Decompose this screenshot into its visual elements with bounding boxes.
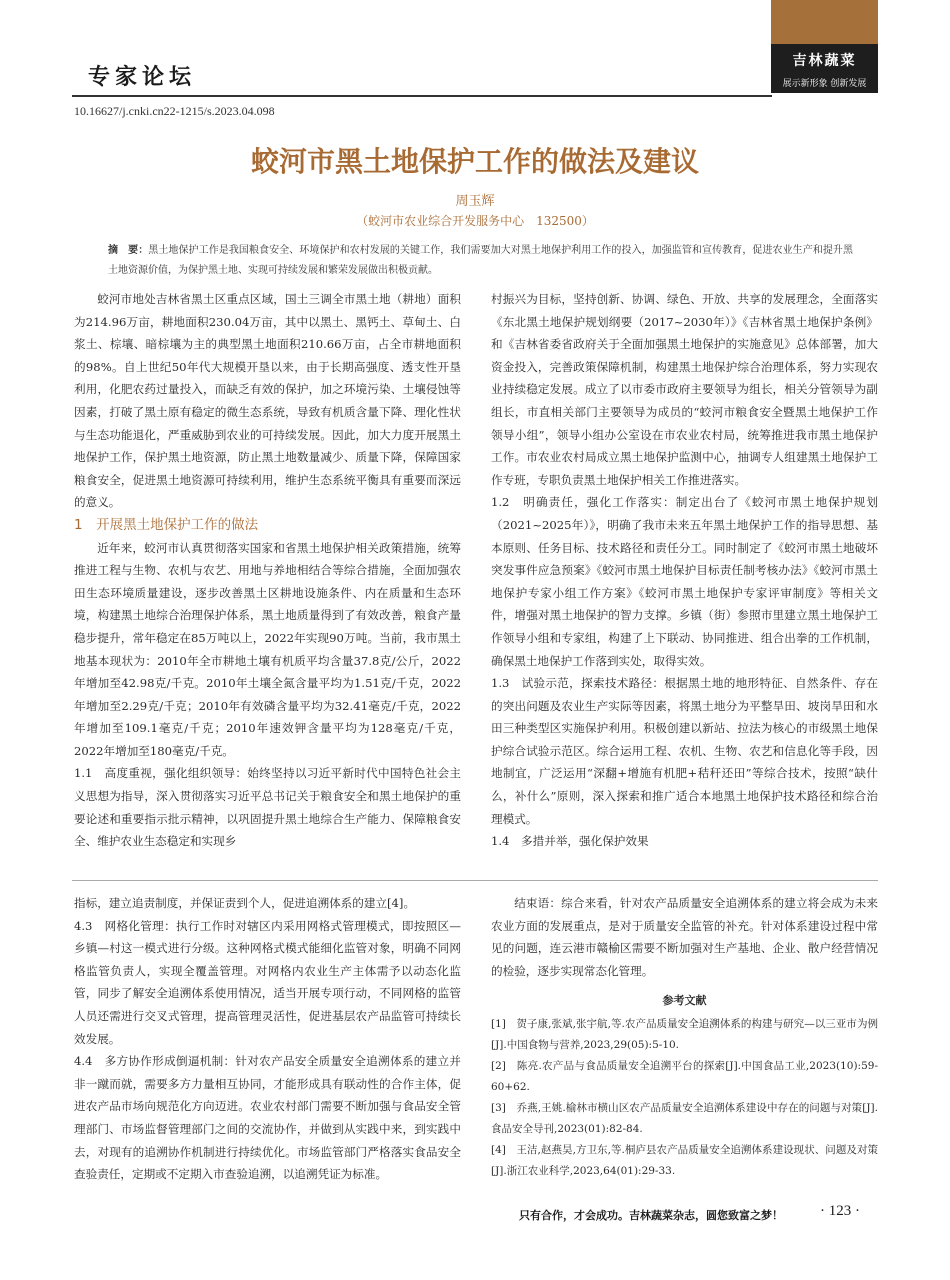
paragraph: 村振兴为目标，坚持创新、协调、绿色、开放、共享的发展理念，全面落实《东北黑土地保护规划纲要（2017~2030年）》《吉林省黑土地保护条例》和《吉林省委省政府关于全面加强黑土地保护的实施意见》总体部署，加大资金投入，完善政策保障机制，构建黑土地保护综合治理体系，努力实现农业持续稳定发展。成立了以市委市政府主要领导为组长，相关分管领导为副组长，市直相关部门主要领导为成员的“蛟河市粮食安全暨黑土地保护工作领导小组”，领导小组办公室设在市农业农村局，统筹推进我市黑土地保护工作。市农业农村局成立黑土地保护监测中心，抽调专人组建黑土地保护工作专班，专职负责黑土地保护相关工作推进落实。 [491,292,878,487]
paragraph: 近年来，蛟河市认真贯彻落实国家和省黑土地保护相关政策措施，统筹推进工程与生物、农机与农艺、用地与养地相结合等综合措施，全面加强农田生态环境质量建设，逐步改善黑土区耕地设施条件、内在质量和生态环境，构建黑土地综合治理保护体系，黑土地质量得到了有效改善，粮食产量稳步提升，常年稳定在85万吨以上，2022年实现90万吨。当前，我市黑土地基本现状为：2010年全市耕地土壤有机质平均含量37.8克/公斤，2022年增加至42.98克/千克。2010年土壤全氮含量平均为1.51克/千克，2022年增加至2.29克/千克；2010年有效磷含量平均为32.41毫克/千克，2022年增加至109.1毫克/千克；2010年速效钾含量平均为128毫克/千克，2022年增加至180毫克/千克。 [74,540,461,758]
abstract-label: 摘 要： [108,245,149,256]
lower-left-column [74,892,461,1186]
lower-right-column [491,892,878,1182]
section-heading: 1 开展黑土地保护工作的做法 [74,516,259,533]
article-title: 蛟河市黑土地保护工作的做法及建议 [250,145,699,178]
author: 周玉辉 [455,194,495,209]
references-title: 参考文献 [662,994,707,1008]
brand-slogan: 展示新形象 创新发展 [782,79,867,89]
affiliation: （蛟河市农业综合开发服务中心 132500） [356,214,594,228]
paragraph: 蛟河市地处吉林省黑土区重点区域，国土三调全市黑土地（耕地）面积为214.96万亩，耕地面积230.04万亩，其中以黑土、黑钙土、草甸土、白浆土、棕壤、暗棕壤为主的典型黑土地面积210.66万亩，占全市耕地面积的98%。自上世纪50年代大规模开垦以来，由于长期高强度、透支性开垦利用，化肥农药过量投入，而缺乏有效的保护，加之环境污染、土壤侵蚀等因素，打破了黑土原有稳定的微生态系统，导致有机质含量下降、理化性状与生态功能退化，严重威胁到农业的可持续发展。因此，加大力度开展黑土地保护工作，保护黑土地资源，防止黑土地数量减少、质量下降，保障国家粮食安全，促进黑土地资源可持续利用，维护生态系统平衡具有重要而深远的意义。 [74,292,461,510]
reference-list [491,1014,878,1182]
paragraph: 1.1 高度重视，强化组织领导：始终坚持以习近平新时代中国特色社会主义思想为指导，深入贯彻落实习近平总书记关于粮食安全和黑土地保护的重要论述和重要指示批示精神，以巩固提升黑土地综合生产能力、保障粮食安全、维护农业生态稳定和实现乡 [74,766,461,849]
conclusion: 结束语：综合来看，针对农产品质量安全追溯体系的建立将会成为未来农业方面的发展重点，是对于质量安全监管的补充。针对体系建设过程中常见的问题，连云港市赣榆区需要不断加强对生产基地、企业、散户经营情况的检验，逐步实现常态化管理。 [491,896,878,978]
paragraph: 1.3 试验示范，探索技术路径：根据黑土地的地形特征、自然条件、存在的突出问题及农业生产实际等因素，将黑土地分为平整旱田、坡岗旱田和水田三种类型区实施保护利用。积极创建以新站、拉法为核心的市级黑土地保护综合试验示范区。综合运用工程、农机、生物、农艺和信息化等手段，因地制宜，广泛运用“深翻+增施有机肥+秸秆还田”等综合技术，按照“缺什么，补什么”原则，深入探索和推广适合本地黑土地保护技术路径和综合治理模式。 [491,676,878,826]
body-right-column [491,288,878,853]
brand-logo [771,0,878,93]
column-title: 专家论坛 [88,65,197,90]
brand-name: 吉林蔬菜 [792,53,857,69]
paragraph: 4.4 多方协作形成倒逼机制：针对农产品安全质量安全追溯体系的建立并非一蹴而就，需要多方力量相互协同，才能形成具有联动性的合作主体，促进农产品市场向规范化方向迈进。农业农村部门需要不断加强与食品安全管理部门、市场监督管理部门之间的交流协作，并做到从实践中来，到实践中去，对现有的追溯协作机制进行持续优化。市场监管部门严格落实食品安全查验责任，定期或不定期入市查验追溯，以追溯凭证为标准。 [74,1054,461,1182]
abstract [108,241,853,281]
section-divider [72,880,878,881]
paragraph: 4.3 网格化管理：执行工作时对辖区内采用网格式管理模式，即按照区—乡镇—村这一模式进行分级。这种网格式模式能细化监管对象，明确不同网格监管负责人，实现全覆盖管理。对网格内农业生产主体需予以动态化监管，同步了解安全追溯体系使用情况，适当开展专项行动，不同网格的监管人员还需进行交叉式管理，提高管理灵活性，促进基层农产品监管可持续长效发展。 [74,918,461,1046]
body-left-column [74,288,461,853]
reference-item: [2] 陈亮.农产品与食品质量安全追溯平台的探索[J].中国食品工业,2023(10):59-60+62. [491,1060,878,1094]
header-rule [72,95,772,97]
page-number: · 123 · [820,1203,860,1219]
reference-item: [4] 王洁,赵燕昊,方卫东,等.桐庐县农产品质量安全追溯体系建设现状、问题及对策[J].浙江农业科学,2023,64(01):29-33. [491,1144,878,1178]
footer-slogan: 只有合作，才会成功。吉林蔬菜杂志，圆您致富之梦！ [519,1209,783,1222]
reference-item: [3] 乔燕,王姚.榆林市横山区农产品质量安全追溯体系建设中存在的问题与对策[J].食品安全导刊,2023(01):82-84. [491,1102,878,1136]
subsection-heading: 1.4 多措并举，强化保护效果 [491,834,649,849]
abstract-text: 黑土地保护工作是我国粮食安全、环境保护和农村发展的关键工作，我们需要加大对黑土地保护利用工作的投入，加强监管和宣传教育，促进农业生产和提升黑土地资源价值，为保护黑土地、实现可持续发展和繁荣发展做出积极贡献。 [108,245,854,276]
doi: 10.16627/j.cnki.cn22-1215/s.2023.04.098 [74,104,275,118]
paragraph: 指标，建立追责制度，并保证责到个人，促进追溯体系的建立[4]。 [74,896,416,910]
reference-item: [1] 贺子康,张斌,张宇航,等.农产品质量安全追溯体系的构建与研究—以三亚市为例[J].中国食物与营养,2023,29(05):5-10. [491,1018,878,1052]
brand-color-band [771,0,878,44]
paragraph: 1.2 明确责任，强化工作落实：制定出台了《蛟河市黑土地保护规划（2021~2025年）》，明确了我市未来五年黑土地保护工作的指导思想、基本原则、任务目标、技术路径和责任分工。同时制定了《蛟河市黑土地破坏突发事件应急预案》《蛟河市黑土地保护目标责任制考核办法》《蛟河市黑土地保护专家小组工作方案》《蛟河市黑土地保护专家评审制度》等相关文件，增强对黑土地保护的智力支撑。乡镇（街）参照市里建立黑土地保护工作领导小组和专家组，构建了上下联动、协同推进、组合出拳的工作机制，确保黑土地保护工作落到实处，取得实效。 [491,495,878,668]
